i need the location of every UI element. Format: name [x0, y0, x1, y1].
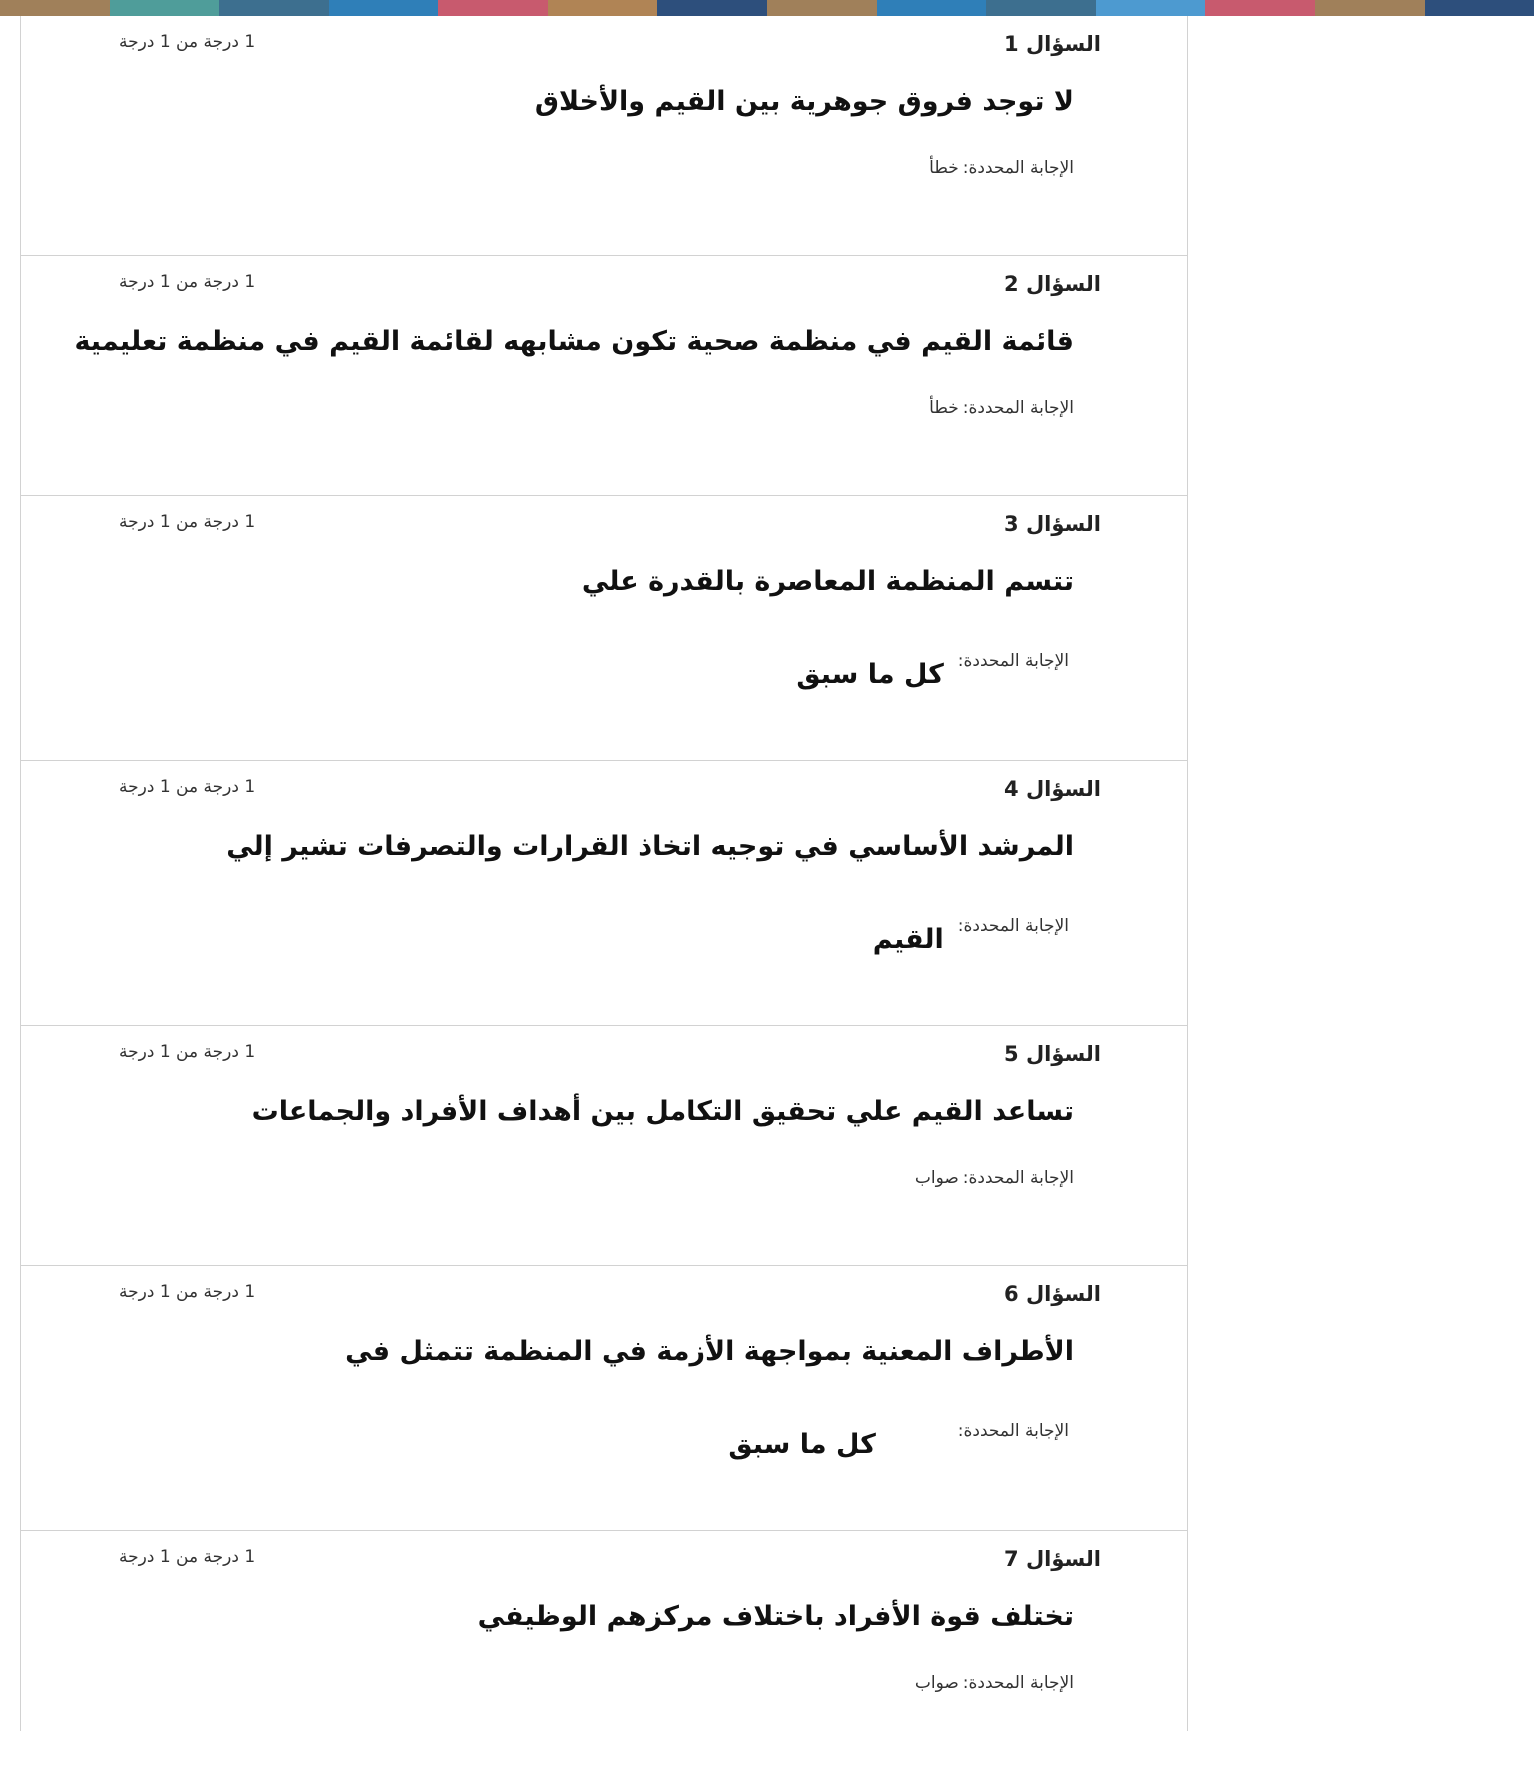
question-item	[21, 761, 1187, 1026]
banner-segment	[329, 0, 439, 16]
question-score: 1 درجة من 1 درجة	[119, 272, 256, 292]
banner-segment	[1315, 0, 1425, 16]
selected-answer-value: كل ما سبق	[796, 659, 944, 690]
banner-segment	[438, 0, 548, 16]
selected-answer	[929, 398, 1074, 418]
question-item	[21, 1531, 1187, 1771]
banner-segment	[1205, 0, 1315, 16]
question-title: السؤال 1	[1004, 32, 1101, 56]
banner-segment	[767, 0, 877, 16]
selected-answer-label: الإجابة المحددة:	[962, 398, 1074, 418]
banner-segment	[877, 0, 987, 16]
selected-answer	[915, 1673, 1074, 1693]
banner-segment	[0, 0, 110, 16]
question-text: تتسم المنظمة المعاصرة بالقدرة علي	[581, 566, 1074, 597]
banner-segment	[986, 0, 1096, 16]
question-text: المرشد الأساسي في توجيه اتخاذ القرارات والتصرفات تشير إلي	[226, 831, 1074, 862]
selected-answer-value: خطأ	[929, 158, 959, 178]
question-score: 1 درجة من 1 درجة	[119, 1042, 256, 1062]
question-item	[21, 16, 1187, 256]
banner-segment	[219, 0, 329, 16]
top-color-banner	[0, 0, 1534, 16]
question-item	[21, 1266, 1187, 1531]
question-score: 1 درجة من 1 درجة	[119, 32, 256, 52]
selected-answer-value: القيم	[872, 924, 944, 955]
selected-answer-label: الإجابة المحددة:	[957, 651, 1069, 671]
selected-answer	[915, 1168, 1074, 1188]
question-title: السؤال 2	[1004, 272, 1101, 296]
question-item	[21, 1026, 1187, 1266]
question-title: السؤال 7	[1004, 1547, 1101, 1571]
selected-answer	[796, 651, 1069, 690]
selected-answer-value: صواب	[914, 1673, 959, 1693]
question-score: 1 درجة من 1 درجة	[119, 1282, 256, 1302]
quiz-results-panel	[20, 16, 1188, 1731]
banner-segment	[1096, 0, 1206, 16]
selected-answer-value: صواب	[914, 1168, 959, 1188]
question-item	[21, 496, 1187, 761]
question-text: قائمة القيم في منظمة صحية تكون مشابهه لقائمة القيم في منظمة تعليمية	[74, 326, 1074, 357]
question-score: 1 درجة من 1 درجة	[119, 1547, 256, 1567]
selected-answer-label: الإجابة المحددة:	[957, 916, 1069, 936]
selected-answer-label: الإجابة المحددة:	[962, 1168, 1074, 1188]
question-score: 1 درجة من 1 درجة	[119, 512, 256, 532]
question-text: لا توجد فروق جوهرية بين القيم والأخلاق	[534, 86, 1074, 117]
selected-answer-value: كل ما سبق	[728, 1429, 876, 1460]
banner-segment	[110, 0, 220, 16]
question-item	[21, 256, 1187, 496]
selected-answer-value: خطأ	[929, 398, 959, 418]
selected-answer	[728, 1421, 1069, 1460]
question-title: السؤال 4	[1004, 777, 1101, 801]
question-text: تختلف قوة الأفراد باختلاف مركزهم الوظيفي	[477, 1601, 1074, 1632]
question-score: 1 درجة من 1 درجة	[119, 777, 256, 797]
banner-segment	[657, 0, 767, 16]
question-text: الأطراف المعنية بمواجهة الأزمة في المنظمة تتمثل في	[345, 1336, 1074, 1367]
banner-segment	[1425, 0, 1534, 16]
selected-answer-label: الإجابة المحددة:	[962, 158, 1074, 178]
question-title: السؤال 5	[1004, 1042, 1101, 1066]
selected-answer-label: الإجابة المحددة:	[962, 1673, 1074, 1693]
banner-segment	[548, 0, 658, 16]
question-text: تساعد القيم علي تحقيق التكامل بين أهداف الأفراد والجماعات	[251, 1096, 1074, 1127]
selected-answer-label: الإجابة المحددة:	[957, 1421, 1069, 1441]
question-title: السؤال 3	[1004, 512, 1101, 536]
question-title: السؤال 6	[1004, 1282, 1101, 1306]
selected-answer	[929, 158, 1074, 178]
selected-answer	[873, 916, 1069, 955]
